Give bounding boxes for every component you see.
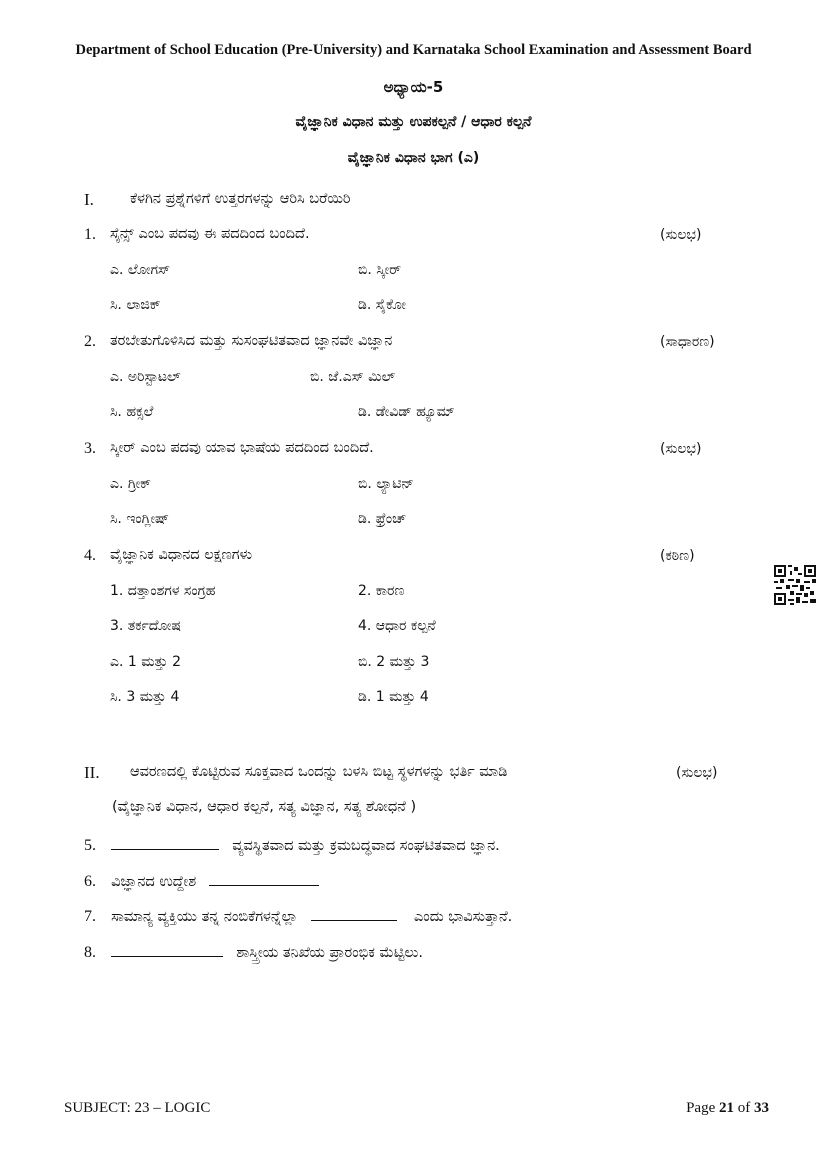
footer-page-of: of <box>734 1100 754 1116</box>
q1-option-c: ಸಿ. ಲಾಜಿಕ್ <box>110 297 161 313</box>
q3-option-d: ಡಿ. ಫ್ರೆಂಚ್ <box>358 511 407 527</box>
q7-number: 7. <box>84 908 96 925</box>
footer-page-number: 21 <box>719 1100 734 1116</box>
q6-number: 6. <box>84 873 96 890</box>
q1-option-a: ಎ. ಲೋಗಸ್ <box>110 262 171 278</box>
q3-difficulty: (ಸುಲಭ) <box>660 441 702 457</box>
q5-blank <box>111 837 219 850</box>
q2-option-c: ಸಿ. ಹಕ್ಸಲೆ <box>110 404 154 420</box>
q2-number: 2. <box>84 333 96 350</box>
q3-text: ಸ್ಕೀರ್ ಎಂಬ ಪದವು ಯಾವ ಭಾಷೆಯ ಪದದಿಂದ ಬಂದಿದೆ. <box>110 440 374 456</box>
q1-option-d: ಡಿ. ಸೈಕೋ <box>358 297 406 313</box>
footer-page-prefix: Page <box>686 1100 719 1116</box>
part-title: ವೈಜ್ಞಾನಿಕ ವಿಧಾನ ಭಾಗ (ಎ) <box>347 150 480 166</box>
q7-blank <box>311 908 397 921</box>
q1-number: 1. <box>84 226 96 243</box>
q6-row <box>84 871 319 891</box>
q8-number: 8. <box>84 944 96 961</box>
board-header: Department of School Education (Pre-University) and Karnataka School Examination and Assessment Board <box>75 42 752 58</box>
q6-text-before: ವಿಜ್ಞಾನದ ಉದ್ದೇಶ <box>111 874 197 890</box>
q2-text: ತರಬೇತುಗೊಳಿಸಿದ ಮತ್ತು ಸುಸಂಘಟಿತವಾದ ಜ್ಞಾನವೇ ವಿಜ್ಞಾನ <box>110 333 393 349</box>
section-2-choices: (ವೈಜ್ಞಾನಿಕ ವಿಧಾನ, ಆಧಾರ ಕಲ್ಪನೆ, ಸತ್ಯ ವಿಜ್ಞಾನ, ಸತ್ಯ ಶೋಧನೆ ) <box>112 799 417 815</box>
q7-row <box>84 906 512 926</box>
q4-option-c: ಸಿ. 3 ಮತ್ತು 4 <box>110 689 180 705</box>
q7-text-before: ಸಾಮಾನ್ಯ ವ್ಯಕ್ತಿಯು ತನ್ನ ನಂಬಿಕೆಗಳನ್ನೆಲ್ಲಾ <box>111 909 298 925</box>
q4-item-1: 1. ದತ್ತಾಂಶಗಳ ಸಂಗ್ರಹ <box>110 583 216 599</box>
q1-option-b: ಬಿ. ಸ್ಕೀರ್ <box>358 262 402 278</box>
q4-text: ವೈಜ್ಞಾನಿಕ ವಿಧಾನದ ಲಕ್ಷಣಗಳು <box>110 547 253 563</box>
chapter-title: ವೈಜ್ಞಾನಿಕ ವಿಧಾನ ಮತ್ತು ಉಪಕಲ್ಪನೆ / ಆಧಾರ ಕಲ್ಪನೆ <box>295 114 532 130</box>
q7-text-after: ಎಂದು ಭಾವಿಸುತ್ತಾನೆ. <box>413 909 513 925</box>
section-1-roman: I. <box>84 190 94 209</box>
footer-page-total: 33 <box>754 1100 769 1116</box>
q8-row <box>84 942 423 962</box>
qr-code-icon <box>774 565 816 605</box>
q1-difficulty: (ಸುಲಭ) <box>660 227 702 243</box>
section-2-difficulty: (ಸುಲಭ) <box>676 765 718 781</box>
footer-page <box>686 1100 769 1117</box>
q2-option-d: ಡಿ. ಡೇವಿಡ್ ಹ್ಯೂಮ್ <box>358 404 455 420</box>
q2-difficulty: (ಸಾಧಾರಣ) <box>660 334 715 350</box>
q5-row <box>84 835 500 855</box>
q1-text: ಸೈನ್ಸ್ ಎಂಬ ಪದವು ಈ ಪದದಿಂದ ಬಂದಿದೆ. <box>110 226 310 242</box>
q8-blank <box>111 944 223 957</box>
q4-number: 4. <box>84 547 96 564</box>
section-2-instruction: ಆವರಣದಲ್ಲಿ ಕೊಟ್ಟಿರುವ ಸೂಕ್ತವಾದ ಒಂದನ್ನು ಬಳಸಿ ಬಿಟ್ಟ ಸ್ಥಳಗಳನ್ನು ಭರ್ತಿ ಮಾಡಿ <box>130 764 508 780</box>
q5-text-after: ವ್ಯವಸ್ಥಿತವಾದ ಮತ್ತು ಕ್ರಮಬದ್ಧವಾದ ಸಂಘಟಿತವಾದ ಜ್ಞಾನ. <box>232 838 500 854</box>
q2-option-b: ಬಿ. ಜೆ.ಎಸ್ ಮಿಲ್ <box>310 369 396 385</box>
q6-blank <box>209 873 319 886</box>
q4-difficulty: (ಕಠಿಣ) <box>660 548 695 564</box>
q4-item-3: 3. ತರ್ಕದೋಷ <box>110 618 181 634</box>
section-2-roman: II. <box>84 763 100 782</box>
q3-option-b: ಬಿ. ಲ್ಯಾಟಿನ್ <box>358 476 414 492</box>
q3-option-a: ಎ. ಗ್ರೀಕ್ <box>110 476 152 492</box>
q3-number: 3. <box>84 440 96 457</box>
q4-option-b: ಬಿ. 2 ಮತ್ತು 3 <box>358 654 430 670</box>
q8-text-after: ಶಾಸ್ತ್ರೀಯ ತನಿಖೆಯ ಪ್ರಾರಂಭಿಕ ಮೆಟ್ಟಿಲು. <box>236 945 424 961</box>
q3-option-c: ಸಿ. ಇಂಗ್ಲೀಷ್ <box>110 511 170 527</box>
q5-number: 5. <box>84 837 96 854</box>
q4-item-4: 4. ಆಧಾರ ಕಲ್ಪನೆ <box>358 618 436 634</box>
q4-option-d: ಡಿ. 1 ಮತ್ತು 4 <box>358 689 429 705</box>
footer-subject: SUBJECT: 23 – LOGIC <box>64 1100 211 1116</box>
chapter-label: ಅಧ್ಯಾಯ-5 <box>383 78 444 96</box>
q4-option-a: ಎ. 1 ಮತ್ತು 2 <box>110 654 181 670</box>
q4-item-2: 2. ಕಾರಣ <box>358 583 405 599</box>
section-1-instruction: ಕೆಳಗಿನ ಪ್ರಶ್ನೆಗಳಿಗೆ ಉತ್ತರಗಳನ್ನು ಆರಿಸಿ ಬರೆಯಿರಿ <box>130 191 351 207</box>
q2-option-a: ಎ. ಅರಿಸ್ಟಾಟಲ್ <box>110 369 181 385</box>
